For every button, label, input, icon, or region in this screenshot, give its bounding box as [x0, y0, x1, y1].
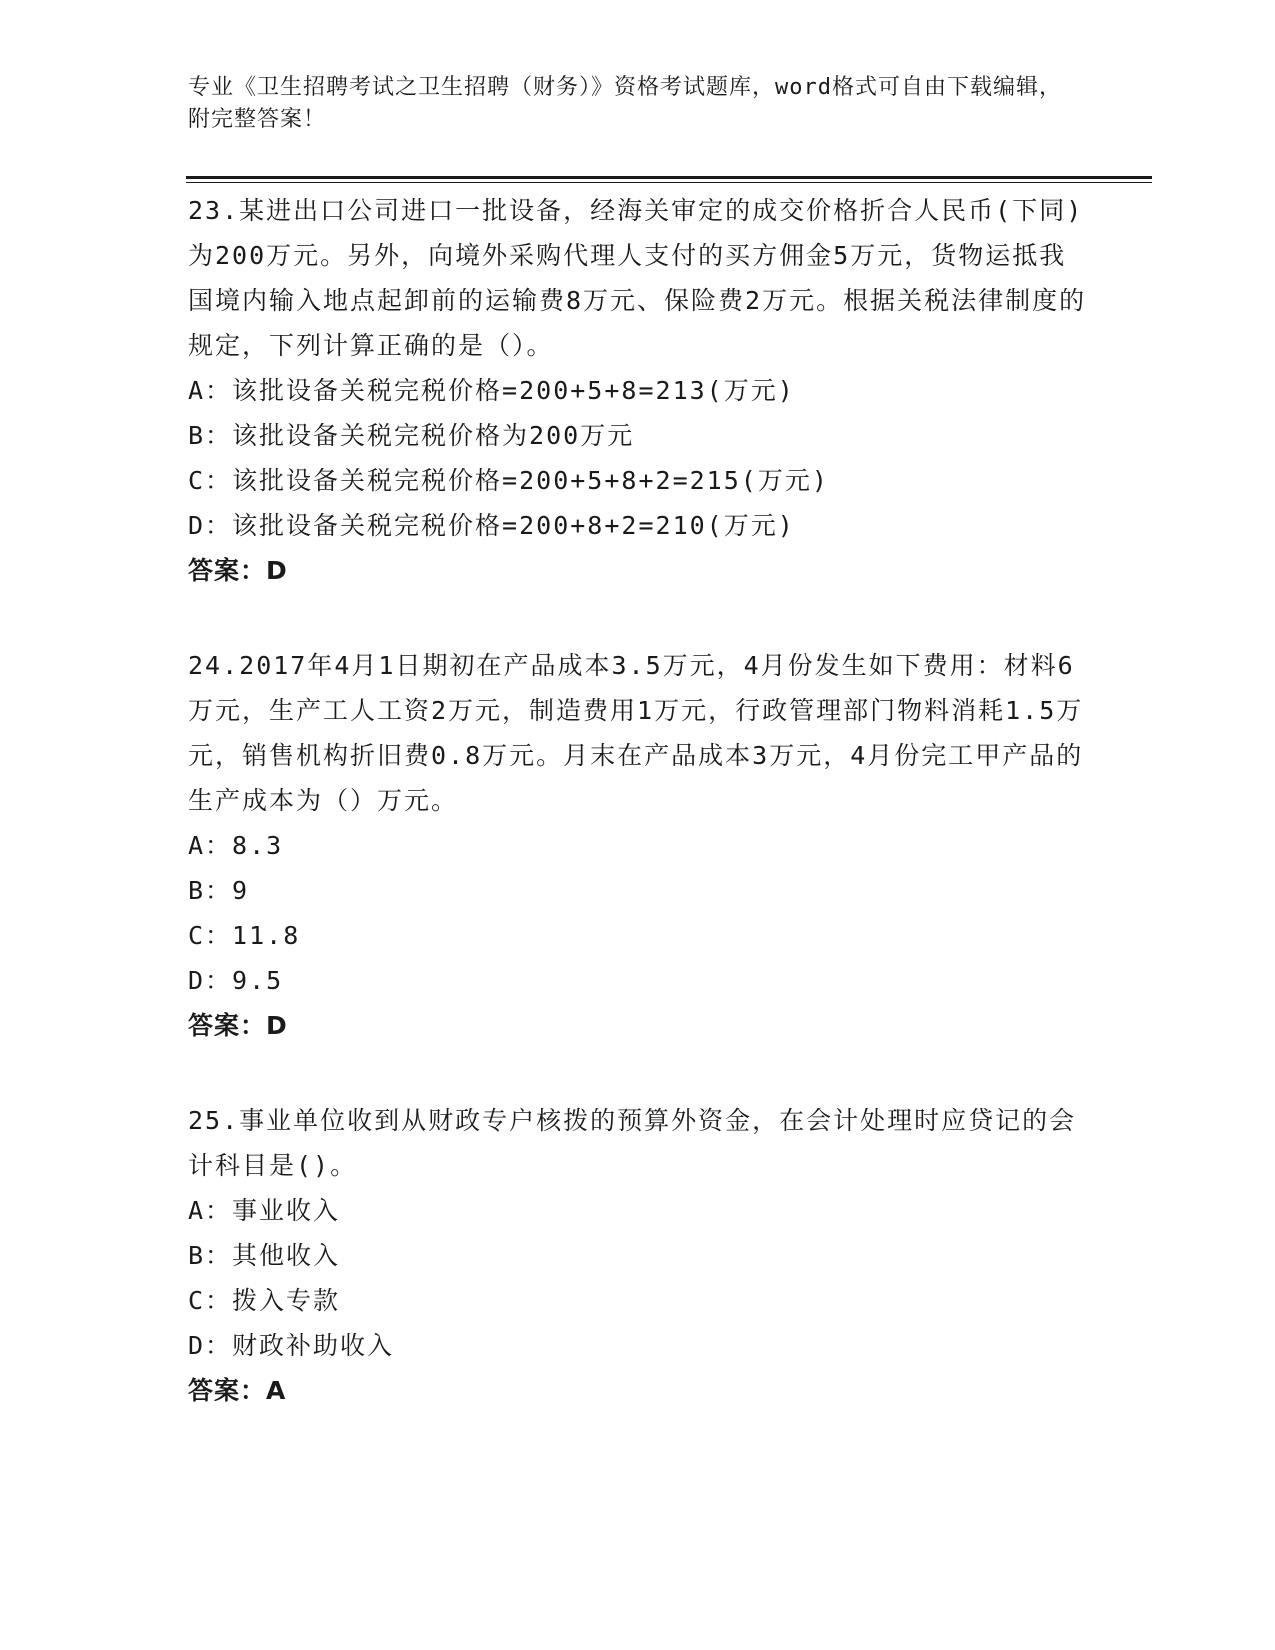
document-header: 专业《卫生招聘考试之卫生招聘（财务）》资格考试题库，word格式可自由下载编辑，附完整答案！	[188, 75, 1062, 132]
option-c: C：拨入专款	[188, 1286, 341, 1315]
option-d: D：该批设备关税完税价格=200+8+2=210(万元)	[188, 511, 795, 540]
answer-label: 答案：A	[188, 1376, 287, 1405]
option-d: D：财政补助收入	[188, 1331, 395, 1360]
option-b: B：9	[188, 876, 250, 905]
answer-label: 答案：D	[188, 556, 288, 585]
question-text: 24.2017年4月1日期初在产品成本3.5万元，4月份发生如下费用：材料6万元，生产工人工资2万元，制造费用1万元，行政管理部门物料消耗1.5万元，销售机构折旧费0.8万元。月末在产品成本3万元，4月份完工甲产品的生产成本为（）万元。	[188, 651, 1084, 815]
question-24	[188, 643, 1088, 1048]
option-a: A：事业收入	[188, 1196, 341, 1225]
header-divider-thick	[186, 176, 1152, 179]
option-b: B：其他收入	[188, 1241, 341, 1270]
option-c: C：该批设备关税完税价格=200+5+8+2=215(万元)	[188, 466, 829, 495]
question-text: 25.事业单位收到从财政专户核拨的预算外资金，在会计处理时应贷记的会计科目是()。	[188, 1106, 1077, 1180]
question-text: 23.某进出口公司进口一批设备，经海关审定的成交价格折合人民币(下同)为200万元。另外，向境外采购代理人支付的买方佣金5万元，货物运抵我国境内输入地点起卸前的运输费8万元、保险费2万元。根据关税法律制度的规定，下列计算正确的是（）。	[188, 196, 1087, 360]
question-25	[188, 1098, 1088, 1413]
option-a: A：该批设备关税完税价格=200+5+8=213(万元)	[188, 376, 795, 405]
option-d: D：9.5	[188, 966, 284, 995]
option-c: C：11.8	[188, 921, 301, 950]
question-23	[188, 188, 1088, 593]
option-a: A：8.3	[188, 831, 284, 860]
option-b: B：该批设备关税完税价格为200万元	[188, 421, 635, 450]
answer-label: 答案：D	[188, 1011, 288, 1040]
header-divider-thin	[186, 182, 1152, 183]
